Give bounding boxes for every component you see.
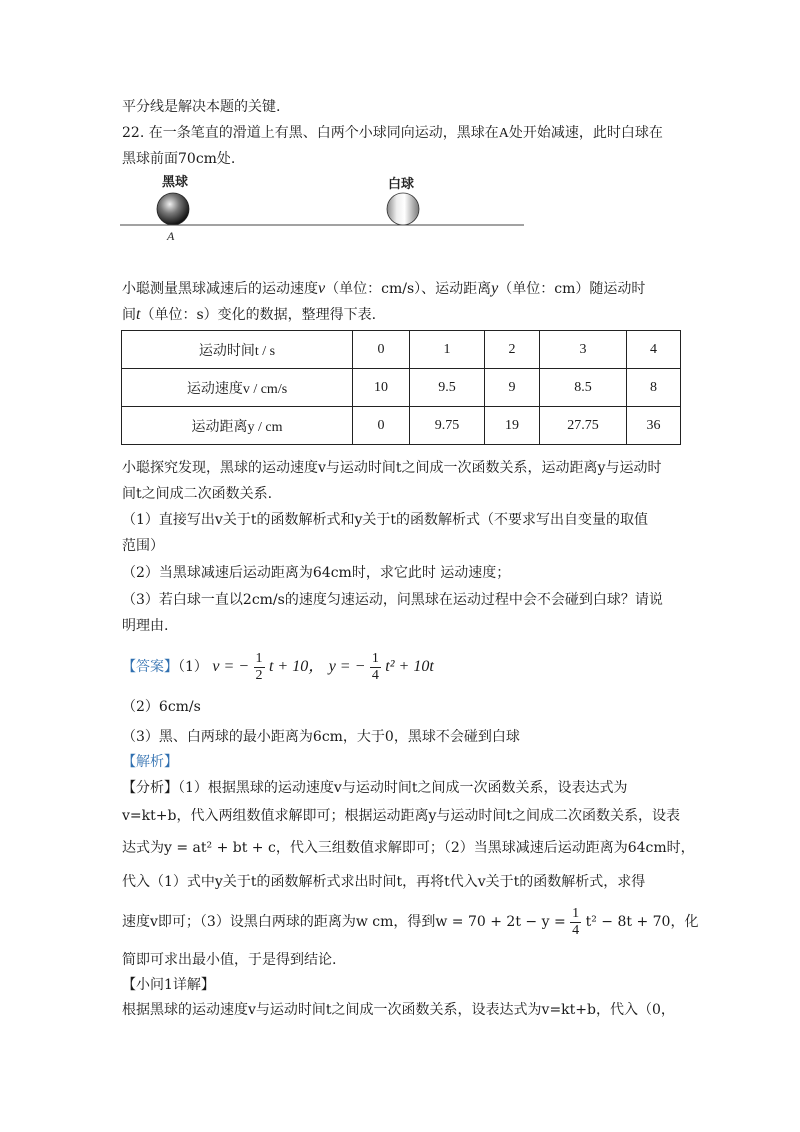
answer-line1	[122, 650, 680, 684]
desc-text: 间	[122, 307, 136, 323]
after-line1: 小聪探究发现，黑球的运动速度v与运动时间t之间成一次函数关系，运动距离y与运动时	[122, 460, 662, 476]
answer-v-tail: t + 10，	[268, 658, 325, 675]
subquestion-3b: 明理由.	[122, 618, 169, 634]
analysis-line6: 简即可求出最小值，于是得到结论.	[122, 952, 337, 968]
analysis-line7: 根据黑球的运动速度v与运动时间t之间成一次函数关系，设表达式为v=kt+b，代入（0，	[122, 1002, 675, 1018]
answer-prefix: （1）	[178, 659, 208, 675]
desc-text: （单位：cm/s）、运动距离	[325, 281, 492, 297]
fraction-quarter-2	[570, 906, 581, 939]
white-ball-label: 白球	[388, 177, 415, 192]
subquestion-3a: （3）若白球一直以2cm/s的速度匀速运动，问黑球在运动过程中会不会碰到白球？请说	[122, 592, 663, 608]
intro-line: 平分线是解决本题的关键.	[122, 99, 281, 115]
point-a-label: A	[167, 229, 175, 242]
desc-line2	[122, 305, 680, 325]
after-line2: 间t之间成二次函数关系.	[122, 486, 273, 502]
table-row	[122, 407, 681, 445]
data-table	[121, 330, 681, 445]
table-cell: 9.75	[410, 407, 485, 445]
table-cell: 27.75	[540, 407, 627, 445]
table-row	[122, 369, 681, 407]
frac-num: 1	[572, 905, 580, 921]
answer-y-tail: t² + 10t	[385, 658, 434, 675]
desc-line1	[122, 279, 680, 299]
question-22-line2: 黑球前面70cm处.	[122, 151, 236, 167]
table-cell: 1	[410, 331, 485, 369]
subquestion-1a: （1）直接写出v关于t的函数解析式和y关于t的函数解析式（不要求写出自变量的取值	[122, 512, 648, 528]
row-header: 运动距离y / cm	[122, 407, 353, 445]
sub-detail-title: 【小问1详解】	[122, 977, 215, 993]
table-cell: 4	[627, 331, 681, 369]
analysis-line5	[122, 905, 699, 939]
q22-text: 22. 在一条笔直的滑道上有黑、白两个小球同向运动，黑球在	[122, 125, 499, 141]
answer-y-expr: y = −	[328, 658, 366, 675]
fraction-half	[254, 651, 265, 684]
var-y: y	[491, 280, 499, 297]
table-cell: 19	[485, 407, 540, 445]
answer-tag: 【答案】	[122, 659, 178, 675]
q22-text-b: 处开始减速，此时白球在	[508, 125, 663, 141]
analysis-text: t² − 8t + 70，化	[585, 914, 699, 930]
fraction-quarter	[370, 651, 381, 684]
answer-v-expr: v = −	[212, 658, 250, 675]
subquestion-2: （2）当黑球减速后运动距离为64cm时，求它此时 运动速度；	[122, 565, 511, 581]
frac-num: 1	[371, 650, 379, 666]
table-cell: 9.5	[410, 369, 485, 407]
analysis-line1: 【分析】（1）根据黑球的运动速度v与运动时间t之间成一次函数关系，设表达式为	[122, 780, 628, 796]
table-cell: 9	[485, 369, 540, 407]
frac-num: 1	[255, 650, 263, 666]
table-cell: 10	[353, 369, 410, 407]
table-cell: 36	[627, 407, 681, 445]
table-cell: 2	[485, 331, 540, 369]
black-ball-label: 黑球	[162, 175, 189, 190]
table-cell: 8.5	[540, 369, 627, 407]
analysis-line4: 代入（1）式中y关于t的函数解析式求出时间t，再将t代入v关于t的函数解析式，求得	[122, 874, 646, 890]
answer-line3: （3）黑、白两球的最小距离为6cm，大于0，黑球不会碰到白球	[122, 729, 520, 745]
desc-text: （单位：s）变化的数据，整理得下表.	[140, 307, 377, 323]
table-cell: 0	[353, 407, 410, 445]
table-cell: 8	[627, 369, 681, 407]
var-v: v	[318, 280, 326, 297]
black-ball	[157, 193, 189, 225]
white-ball	[387, 193, 419, 225]
table-cell: 0	[353, 331, 410, 369]
var-t: t	[136, 306, 141, 323]
analysis-line2: v=kt+b，代入两组数值求解即可；根据运动距离y与运动时间t之间成二次函数关系，设表	[122, 808, 680, 824]
question-22-line1	[122, 123, 680, 144]
frac-den: 2	[255, 667, 263, 683]
balls-figure	[120, 172, 524, 242]
row-header: 运动速度v / cm/s	[122, 369, 353, 407]
desc-text: 小聪测量黑球减速后的运动速度	[122, 281, 318, 297]
table-cell: 3	[540, 331, 627, 369]
point-a: A	[498, 126, 509, 141]
row-header: 运动时间t / s	[122, 331, 353, 369]
analysis-text: 速度v即可；（3）设黑白两球的距离为w cm，得到w = 70 + 2t − y =	[122, 914, 566, 930]
table-row	[122, 331, 681, 369]
analysis-tag: 【解析】	[122, 754, 178, 770]
analysis-line3: 达式为y = at² + bt + c，代入三组数值求解即可；（2）当黑球减速后运动距离为64cm时，	[122, 840, 695, 856]
answer-line2: （2）6cm/s	[122, 699, 201, 715]
desc-text: （单位：cm）随运动时	[498, 281, 646, 297]
subquestion-1b: 范围）	[122, 538, 164, 554]
frac-den: 4	[572, 922, 580, 938]
frac-den: 4	[371, 667, 379, 683]
